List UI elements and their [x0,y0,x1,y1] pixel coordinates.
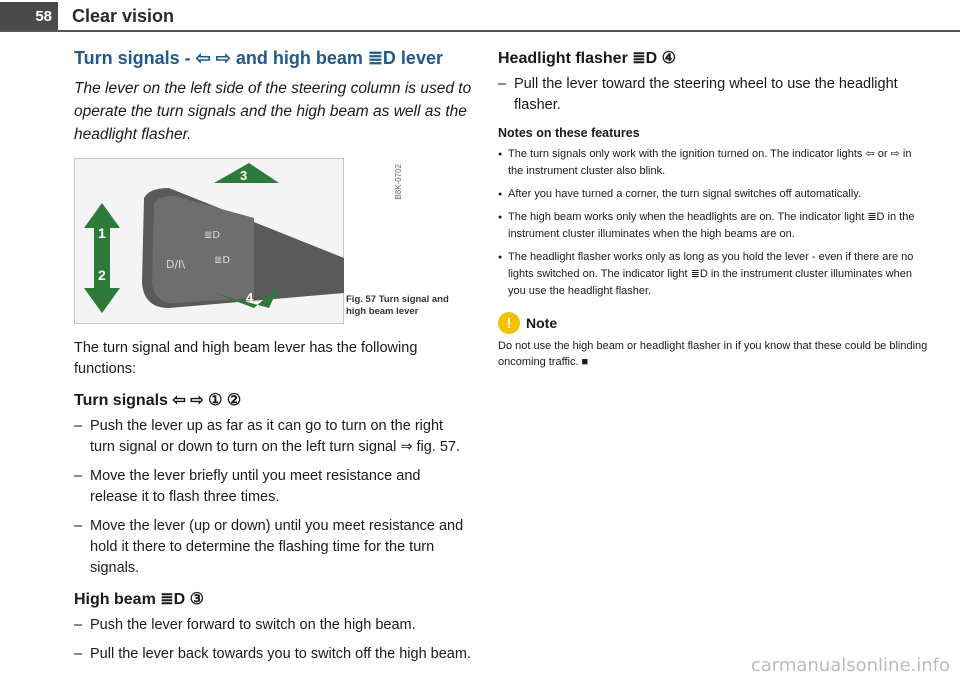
main-heading: Turn signals - ⇦ ⇨ and high beam ≣D lever [74,48,443,68]
left-column [74,48,472,673]
svg-text:≣D: ≣D [214,255,231,266]
list-item: ● The headlight flasher works only as long as you hold the lever - even if there are no lights switched on. The indicator light ≣D in the instrument cluster illuminates when you use the headlight flasher. [498,249,928,300]
list-item: – Move the lever briefly until you meet resistance and release it to flash three times. [74,466,472,508]
figure-caption: Fig. 57 Turn signal and high beam lever [346,294,449,317]
note-title: Note [526,315,558,331]
list-item: ● After you have turned a corner, the turn signal switches off automatically. [498,186,928,203]
notes-list [498,146,928,300]
figure-code: B8K-0702 [394,164,403,200]
svg-text:≣D: ≣D [204,230,221,241]
figure-57 [74,158,460,324]
headlight-flasher-list [498,74,928,116]
turn-signals-list [74,416,472,579]
list-item: ● The high beam works only when the headlights are on. The indicator light ≣D in the instrument cluster illuminates when the high beams are on. [498,209,928,243]
svg-text:D/I\: D/I\ [166,258,186,271]
figure-label-3: 3 [240,168,248,183]
watermark: carmanualsonline.info [750,655,950,676]
headlight-flasher-heading: Headlight flasher ≣D ④ [498,50,676,67]
figure-label-1: 1 [98,225,106,241]
list-item: ● The turn signals only work with the ignition turned on. The indicator lights ⇦ or ⇨ in the instrument cluster also blink. [498,146,928,180]
section-title: Clear vision [72,6,175,26]
note-header [498,312,928,334]
high-beam-heading: High beam ≣D ③ [74,591,204,608]
list-item: – Push the lever forward to switch on the high beam. [74,615,472,636]
notes-heading: Notes on these features [498,126,640,140]
header-divider [0,30,960,32]
figure-label-4: 4 [246,290,254,305]
list-item: – Pull the lever back towards you to switch off the high beam. [74,644,472,665]
high-beam-list [74,615,472,665]
caution-icon: ! [498,312,520,334]
page-number: 58 [0,2,58,30]
list-item: – Push the lever up as far as it can go to turn on the right turn signal or down to turn on the left turn signal ⇒ fig. 57. [74,416,472,458]
lever-illustration [74,158,344,324]
turn-signals-heading: Turn signals ⇦ ⇨ ① ② [74,392,242,409]
figure-label-2: 2 [98,267,106,283]
list-item: – Move the lever (up or down) until you meet resistance and hold it there to determine the flashing time for the turn signals. [74,516,472,579]
lever-functions-text: The turn signal and high beam lever has the following functions: [74,340,418,377]
right-column [498,48,928,370]
list-item: – Pull the lever toward the steering wheel to use the headlight flasher. [498,74,928,116]
note-text: Do not use the high beam or headlight flasher in if you know that these could be blinding oncoming traffic. ■ [498,340,928,368]
intro-text: The lever on the left side of the steering column is used to operate the turn signals and the high beam as well as the headlight flasher. [74,80,472,143]
